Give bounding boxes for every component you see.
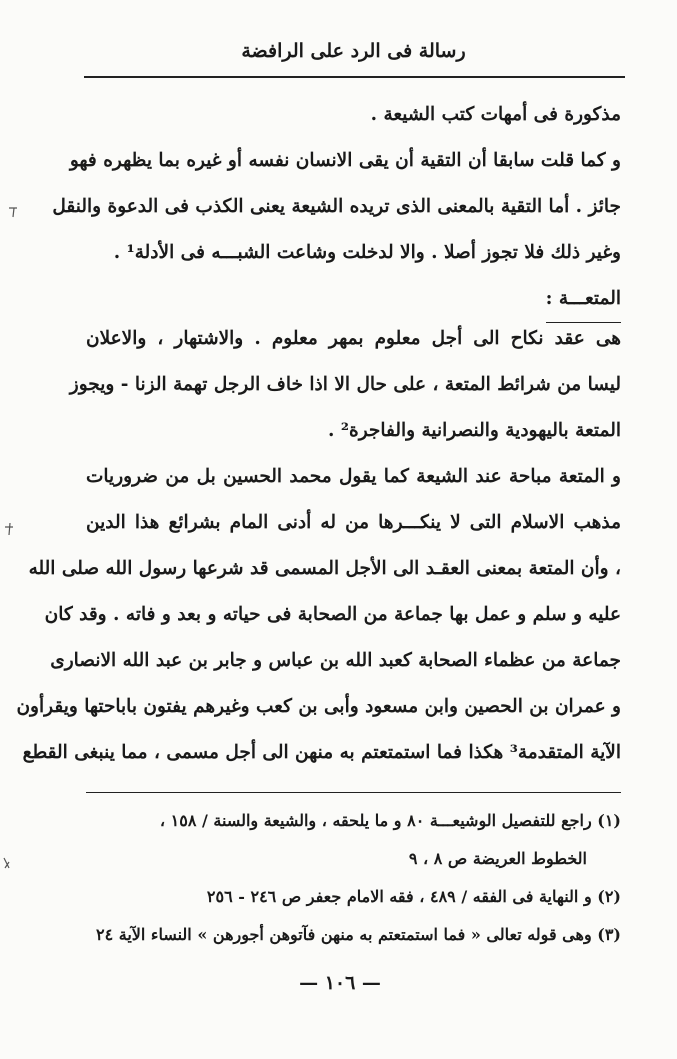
margin-mark-icon: [4, 522, 14, 536]
footnote-marker: (٣): [597, 925, 621, 944]
text-line: وغير ذلك فلا تجوز أصلا . والا لدخلت وشاعت الشبـــه فى الأدلة¹ .: [113, 242, 621, 263]
text-line: و عمران بن الحصين وابن مسعود وأبى بن كعب وغيرهم يفتون باباحتها ويقرأون: [16, 696, 621, 717]
text-line: الآية المتقدمة³ هكذا فما استمتعتم به منهن الى أجل مسمى ، مما ينبغى القطع: [22, 742, 621, 763]
text-line: و كما قلت سابقا أن التقية أن يقى الانسان نفسه أو غيره بما يظهره فهو: [69, 150, 621, 171]
heading-underline: [546, 322, 621, 323]
text-line: جماعة من عظماء الصحابة كعبد الله بن عباس و جابر بن عبد الله الانصارى: [50, 650, 621, 671]
footnote-1: [86, 802, 621, 840]
footnote-text: وهى قوله تعالى « فما استمتعتم به منهن فآتوهن أجورهن » النساء الآية ٢٤: [96, 925, 592, 944]
footnote-marker: (٢): [597, 887, 621, 906]
text-line: مذكورة فى أمهات كتب الشيعة .: [370, 104, 621, 125]
footnote-3: [86, 916, 621, 954]
text-line: هى عقد نكاح الى أجل معلوم بمهر معلوم . والاشتهار ، والاعلان: [86, 328, 621, 349]
header-rule: [84, 76, 625, 78]
running-head: رسالة فى الرد على الرافضة: [241, 40, 466, 62]
text-line: ليسا من شرائط المتعة ، على حال الا اذا خاف الرجل تهمة الزنا - ويجوز: [69, 374, 621, 395]
footnote-rule: [86, 792, 621, 793]
footnote-text: و النهاية فى الفقه / ٤٨٩ ، فقه الامام جعفر ص ٢٤٦ - ٢٥٦: [206, 887, 592, 906]
margin-mark-icon: [2, 856, 12, 870]
text-line: عليه و سلم و عمل بها جماعة من الصحابة فى حياته و بعد و فاته . وقد كان: [44, 604, 621, 625]
body-text: [16, 92, 621, 776]
text-line: ، وأن المتعة بمعنى العقـد الى الأجل المسمى قد شرعها رسول الله صلى الله: [28, 558, 621, 579]
text-line: مذهب الاسلام التى لا ينكـــرها من له أدنى المام بشرائع هذا الدين: [86, 512, 621, 533]
footnotes: [86, 802, 621, 954]
text-line: و المتعة مباحة عند الشيعة كما يقول محمد الحسين بل من ضروريات: [86, 466, 621, 487]
text-line: جائز . أما التقية بالمعنى الذى تريده الشيعة يعنى الكذب فى الدعوة والنقل: [52, 196, 621, 217]
footnote-2: [86, 878, 621, 916]
footnote-marker: (١): [597, 811, 621, 830]
footnote-1-continuation: الخطوط العريضة ص ٨ ، ٩: [408, 849, 587, 868]
section-heading: المتعـــة :: [545, 288, 621, 309]
text-line: المتعة باليهودية والنصرانية والفاجرة² .: [328, 420, 621, 441]
footnote-text: راجع للتفصيل الوشيعـــة ٨٠ و ما يلحقه ، والشيعة والسنة / ١٥٨ ،: [159, 811, 592, 830]
page-number: — ١٠٦ —: [299, 972, 381, 994]
margin-mark-icon: [8, 204, 18, 218]
